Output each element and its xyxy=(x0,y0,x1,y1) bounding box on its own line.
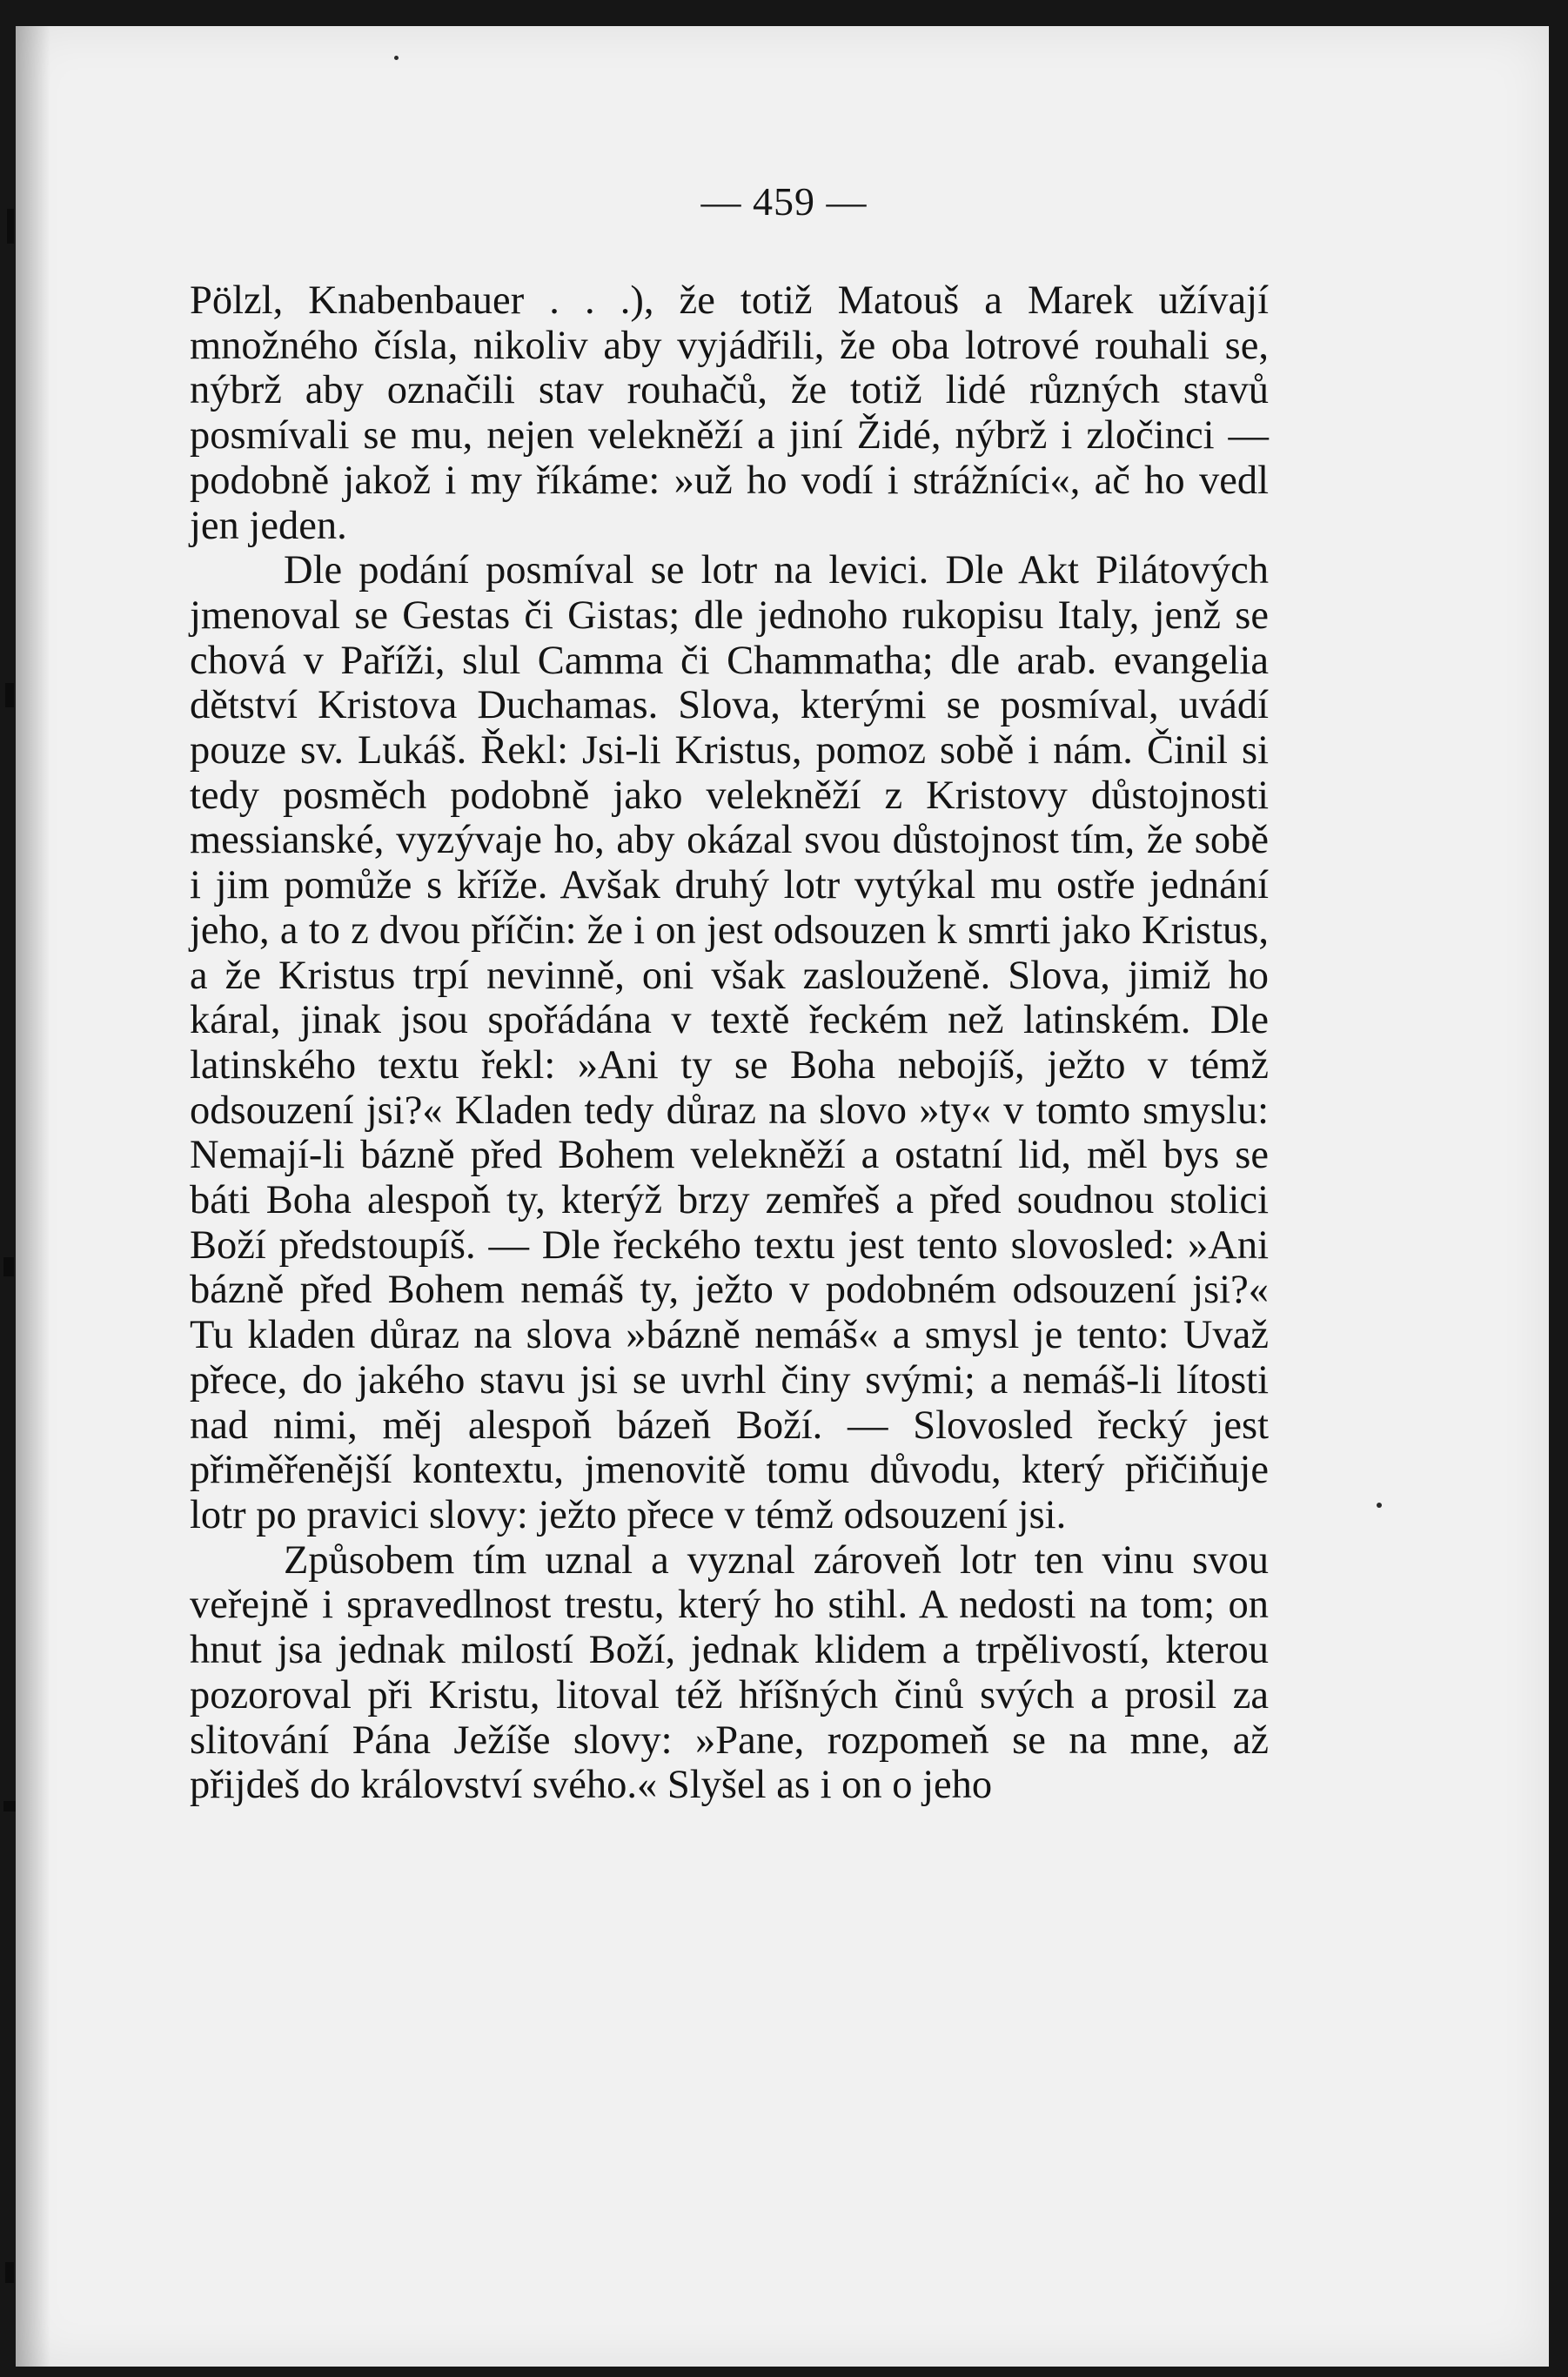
edge-mark xyxy=(5,2262,14,2283)
paragraph-3: Způsobem tím uznal a vyznal zároveň lotr ten vinu svou veřejně i spravedlnost trestu, který ho stihl. A nedosti na tom; on hnut jsa jednak milostí Boží, jednak klidem a trpělivostí, kterou pozoroval při Kristu, litoval též hříšných činů svých a prosil za slitování Pána Ježíše slovy: »Pane, rozpomeň se na mne, až přijdeš do království svého.« Slyšel as i on o jeho xyxy=(190,1537,1269,1808)
page-gutter-shadow xyxy=(16,26,50,2367)
paragraph-1: Pölzl, Knabenbauer . . .), že totiž Matouš a Marek užívají množného čísla, nikoliv aby vyjádřili, že oba lotrové rouhali se, nýbrž aby označili stav rouhačů, že totiž lidé různých stavů posmívali se mu, nejen velekněží a jiní Židé, nýbrž i zločinci — podobně jakož i my říkáme: »už ho vodí i strážníci«, ač ho vedl jen jeden. xyxy=(190,278,1269,548)
page-number: — 459 — xyxy=(700,179,868,224)
edge-mark xyxy=(5,683,14,707)
scan-speck xyxy=(1377,1503,1382,1508)
edge-mark xyxy=(3,1801,16,1811)
body-text xyxy=(190,278,1269,1808)
edge-mark xyxy=(3,1257,14,1276)
scan-speck xyxy=(394,56,399,60)
paragraph-2: Dle podání posmíval se lotr na levici. Dle Akt Pilátových jmenoval se Gestas či Gistas; dle jednoho rukopisu Italy, jenž se chová v Paříži, slul Camma či Chammatha; dle arab. evangelia dětství Kristova Duchamas. Slova, kterými se posmíval, uvádí pouze sv. Lukáš. Řekl: Jsi-li Kristus, pomoz sobě i nám. Činil si tedy posměch podobně jako velekněží z Kristovy důstojnosti messianské, vyzývaje ho, aby okázal svou důstojnost tím, že sobě i jim pomůže s kříže. Avšak druhý lotr vytýkal mu ostře jednání jeho, a to z dvou příčin: že i on jest odsouzen k smrti jako Kristus, a že Kristus trpí nevinně, oni však zaslouženě. Slova, jimiž ho káral, jinak jsou spořádána v textě řeckém než latinském. Dle latinského textu řekl: »Ani ty se Boha nebojíš, ježto v témž odsouzení jsi?« Kladen tedy důraz na slovo »ty« v tomto smyslu: Nemají-li bázně před Bohem velekněží a ostatní lid, měl bys se báti Boha alespoň ty, kterýž brzy zemřeš a před soudnou stolici Boží předstoupíš. — Dle řeckého textu jest tento slovosled: »Ani bázně před Bohem nemáš ty, ježto v podobném odsouzení jsi?« Tu kladen důraz na slova »bázně nemáš« a smysl je tento: Uvaž přece, do jakého stavu jsi se uvrhl činy svými; a nemáš-li lítosti nad nimi, měj alespoň bázeň Boží. — Slovosled řecký jest přiměřenější kontextu, jmenovitě tomu důvodu, který přičiňuje lotr po pravici slovy: ježto přece v témž odsouzení jsi. xyxy=(190,548,1269,1537)
